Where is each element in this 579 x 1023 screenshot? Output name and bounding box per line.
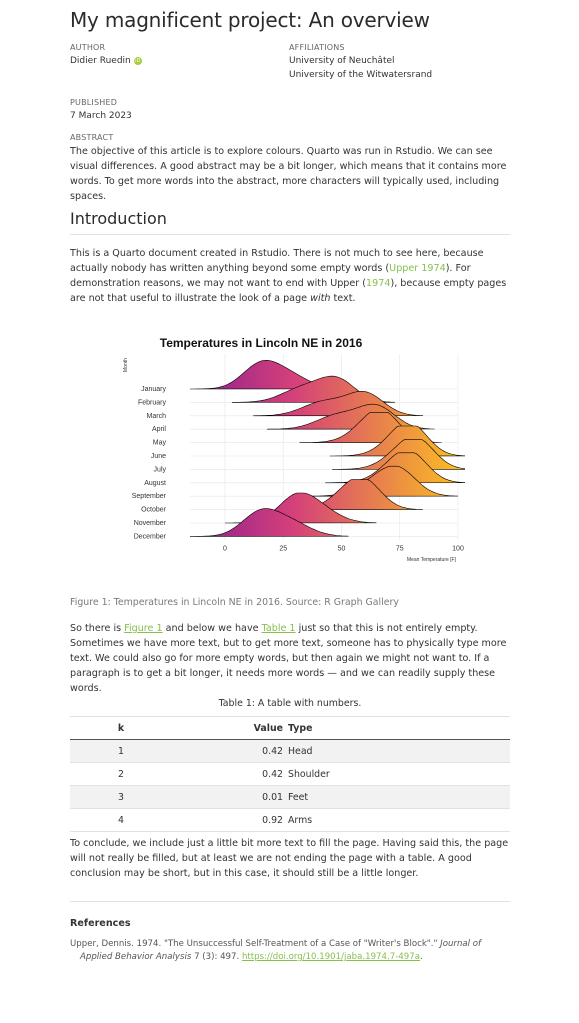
table-header-row: [70, 717, 510, 740]
y-tick-label: June: [150, 453, 166, 460]
y-tick-label: March: [146, 412, 166, 420]
doi-link[interactable]: https://doi.org/10.1901/jaba.1974.7-497a: [241, 952, 420, 962]
citation-link[interactable]: Upper 1974: [389, 263, 446, 274]
intro-text-1: This is a Quarto document created in Rstudio. There is not much to see here, because actually nobody has written anything beyond some empty words (: [70, 248, 484, 274]
abstract-label: ABSTRACT: [70, 133, 114, 142]
body-text-2: and below we have: [162, 623, 262, 634]
header-value: Value: [172, 717, 287, 740]
references-rule: [70, 901, 510, 902]
cell-value: 0.92: [172, 809, 287, 832]
author-name-text[interactable]: Didier Ruedin: [70, 56, 131, 66]
cell-k: 3: [70, 786, 172, 809]
y-tick-label: April: [151, 426, 166, 434]
y-tick-label: December: [133, 533, 166, 541]
x-tick-label: 75: [395, 545, 404, 553]
reference-entry: [70, 938, 510, 964]
y-tick-label: August: [144, 479, 166, 487]
y-tick-label: May: [152, 439, 166, 447]
x-tick-label: 50: [337, 545, 346, 553]
intro-text-4: text.: [330, 293, 356, 304]
y-axis-label: Month: [123, 358, 129, 372]
body-text-1: So there is: [70, 623, 125, 634]
conclusion-paragraph: To conclude, we include just a little bit more text to fill the page. Having said this, the page will not really be filled, but at least we are not ending the page with a table. A good conclusion may be short, but in this case, it should still be a little longer.: [70, 838, 509, 879]
section-heading-introduction: Introduction: [70, 209, 167, 228]
cell-type: Head: [287, 740, 510, 763]
figure-table-paragraph: [70, 621, 510, 696]
table-row: [70, 786, 510, 809]
y-tick-label: July: [153, 466, 166, 474]
affiliations-label: AFFILIATIONS: [289, 43, 345, 52]
table-caption: Table 1: A table with numbers.: [218, 698, 362, 709]
affiliation-2: University of the Witwatersrand: [289, 70, 433, 80]
cell-k: 1: [70, 740, 172, 763]
ref-text-2: 7 (3): 497.: [191, 952, 242, 962]
x-axis-label: Mean Temperature [F]: [406, 557, 456, 563]
x-tick-label: 25: [279, 545, 288, 553]
ref-text-3: .: [419, 952, 423, 962]
y-tick-label: October: [141, 506, 166, 514]
author-name: [70, 56, 142, 66]
page-title: My magnificent project: An overview: [70, 8, 430, 32]
y-tick-label: November: [133, 520, 166, 527]
table-row: [70, 740, 510, 763]
cell-value: 0.01: [172, 786, 287, 809]
header-k: k: [70, 717, 172, 740]
cell-k: 4: [70, 809, 172, 832]
ridgeline-chart: [120, 330, 465, 566]
x-tick-label: 0: [223, 545, 227, 553]
cell-type: Shoulder: [287, 763, 510, 786]
chart-title: Temperatures in Lincoln NE in 2016: [159, 336, 363, 350]
author-label: AUTHOR: [70, 43, 106, 52]
cell-value: 0.42: [172, 763, 287, 786]
affiliation-1: University of Neuchâtel: [289, 56, 395, 66]
y-tick-label: January: [141, 386, 166, 393]
cell-k: 2: [70, 763, 172, 786]
y-tick-label: February: [137, 399, 166, 407]
intro-text-2: ). For demonstration reasons, we may not want to end with Upper (: [70, 263, 471, 289]
cell-value: 0.42: [172, 740, 287, 763]
y-tick-label: September: [131, 493, 166, 501]
numbers-table: [70, 716, 510, 832]
figure-caption: Figure 1: Temperatures in Lincoln NE in 2016. Source: R Graph Gallery: [70, 597, 399, 608]
intro-paragraph: [70, 246, 510, 306]
intro-text-3: ), because empty pages are not that useful to illustrate the look of a page: [70, 278, 507, 304]
heading-rule: [70, 234, 510, 235]
intro-emphasis: with: [310, 293, 331, 304]
published-date: 7 March 2023: [70, 111, 132, 121]
ref-text-1: Upper, Dennis. 1974. "The Unsuccessful Self-Treatment of a Case of "Writer's Block".": [70, 939, 441, 949]
orcid-icon[interactable]: iD: [135, 58, 141, 64]
citation-year-link[interactable]: 1974: [366, 278, 391, 289]
table-row: [70, 809, 510, 832]
cell-type: Arms: [287, 809, 510, 832]
abstract-text: The objective of this article is to explore colours. Quarto was run in Rstudio. We can see visual differences. A good abstract may be a bit longer, which means that it contains more words. To get more words into the abstract, more characters will typically used, including spaces.: [70, 146, 507, 202]
cell-type: Feet: [287, 786, 510, 809]
references-heading: References: [70, 918, 131, 929]
figure-1-link[interactable]: Figure 1: [124, 623, 163, 634]
x-tick-label: 100: [452, 545, 464, 553]
table-1-link[interactable]: Table 1: [261, 623, 296, 634]
published-label: PUBLISHED: [70, 98, 118, 107]
ref-journal: Journal of Applied Behavior Analysis: [80, 939, 482, 962]
table-row: [70, 763, 510, 786]
body-text-3: just so that this is not entirely empty. Sometimes we have more text, but to get more text, someone has to physically type more text. We could also go for more empty words, but then again we might not want to. If a paragraph is to get a bit longer, it needs more words — and we can readily supply these words.: [70, 623, 507, 694]
header-type: Type: [287, 717, 510, 740]
